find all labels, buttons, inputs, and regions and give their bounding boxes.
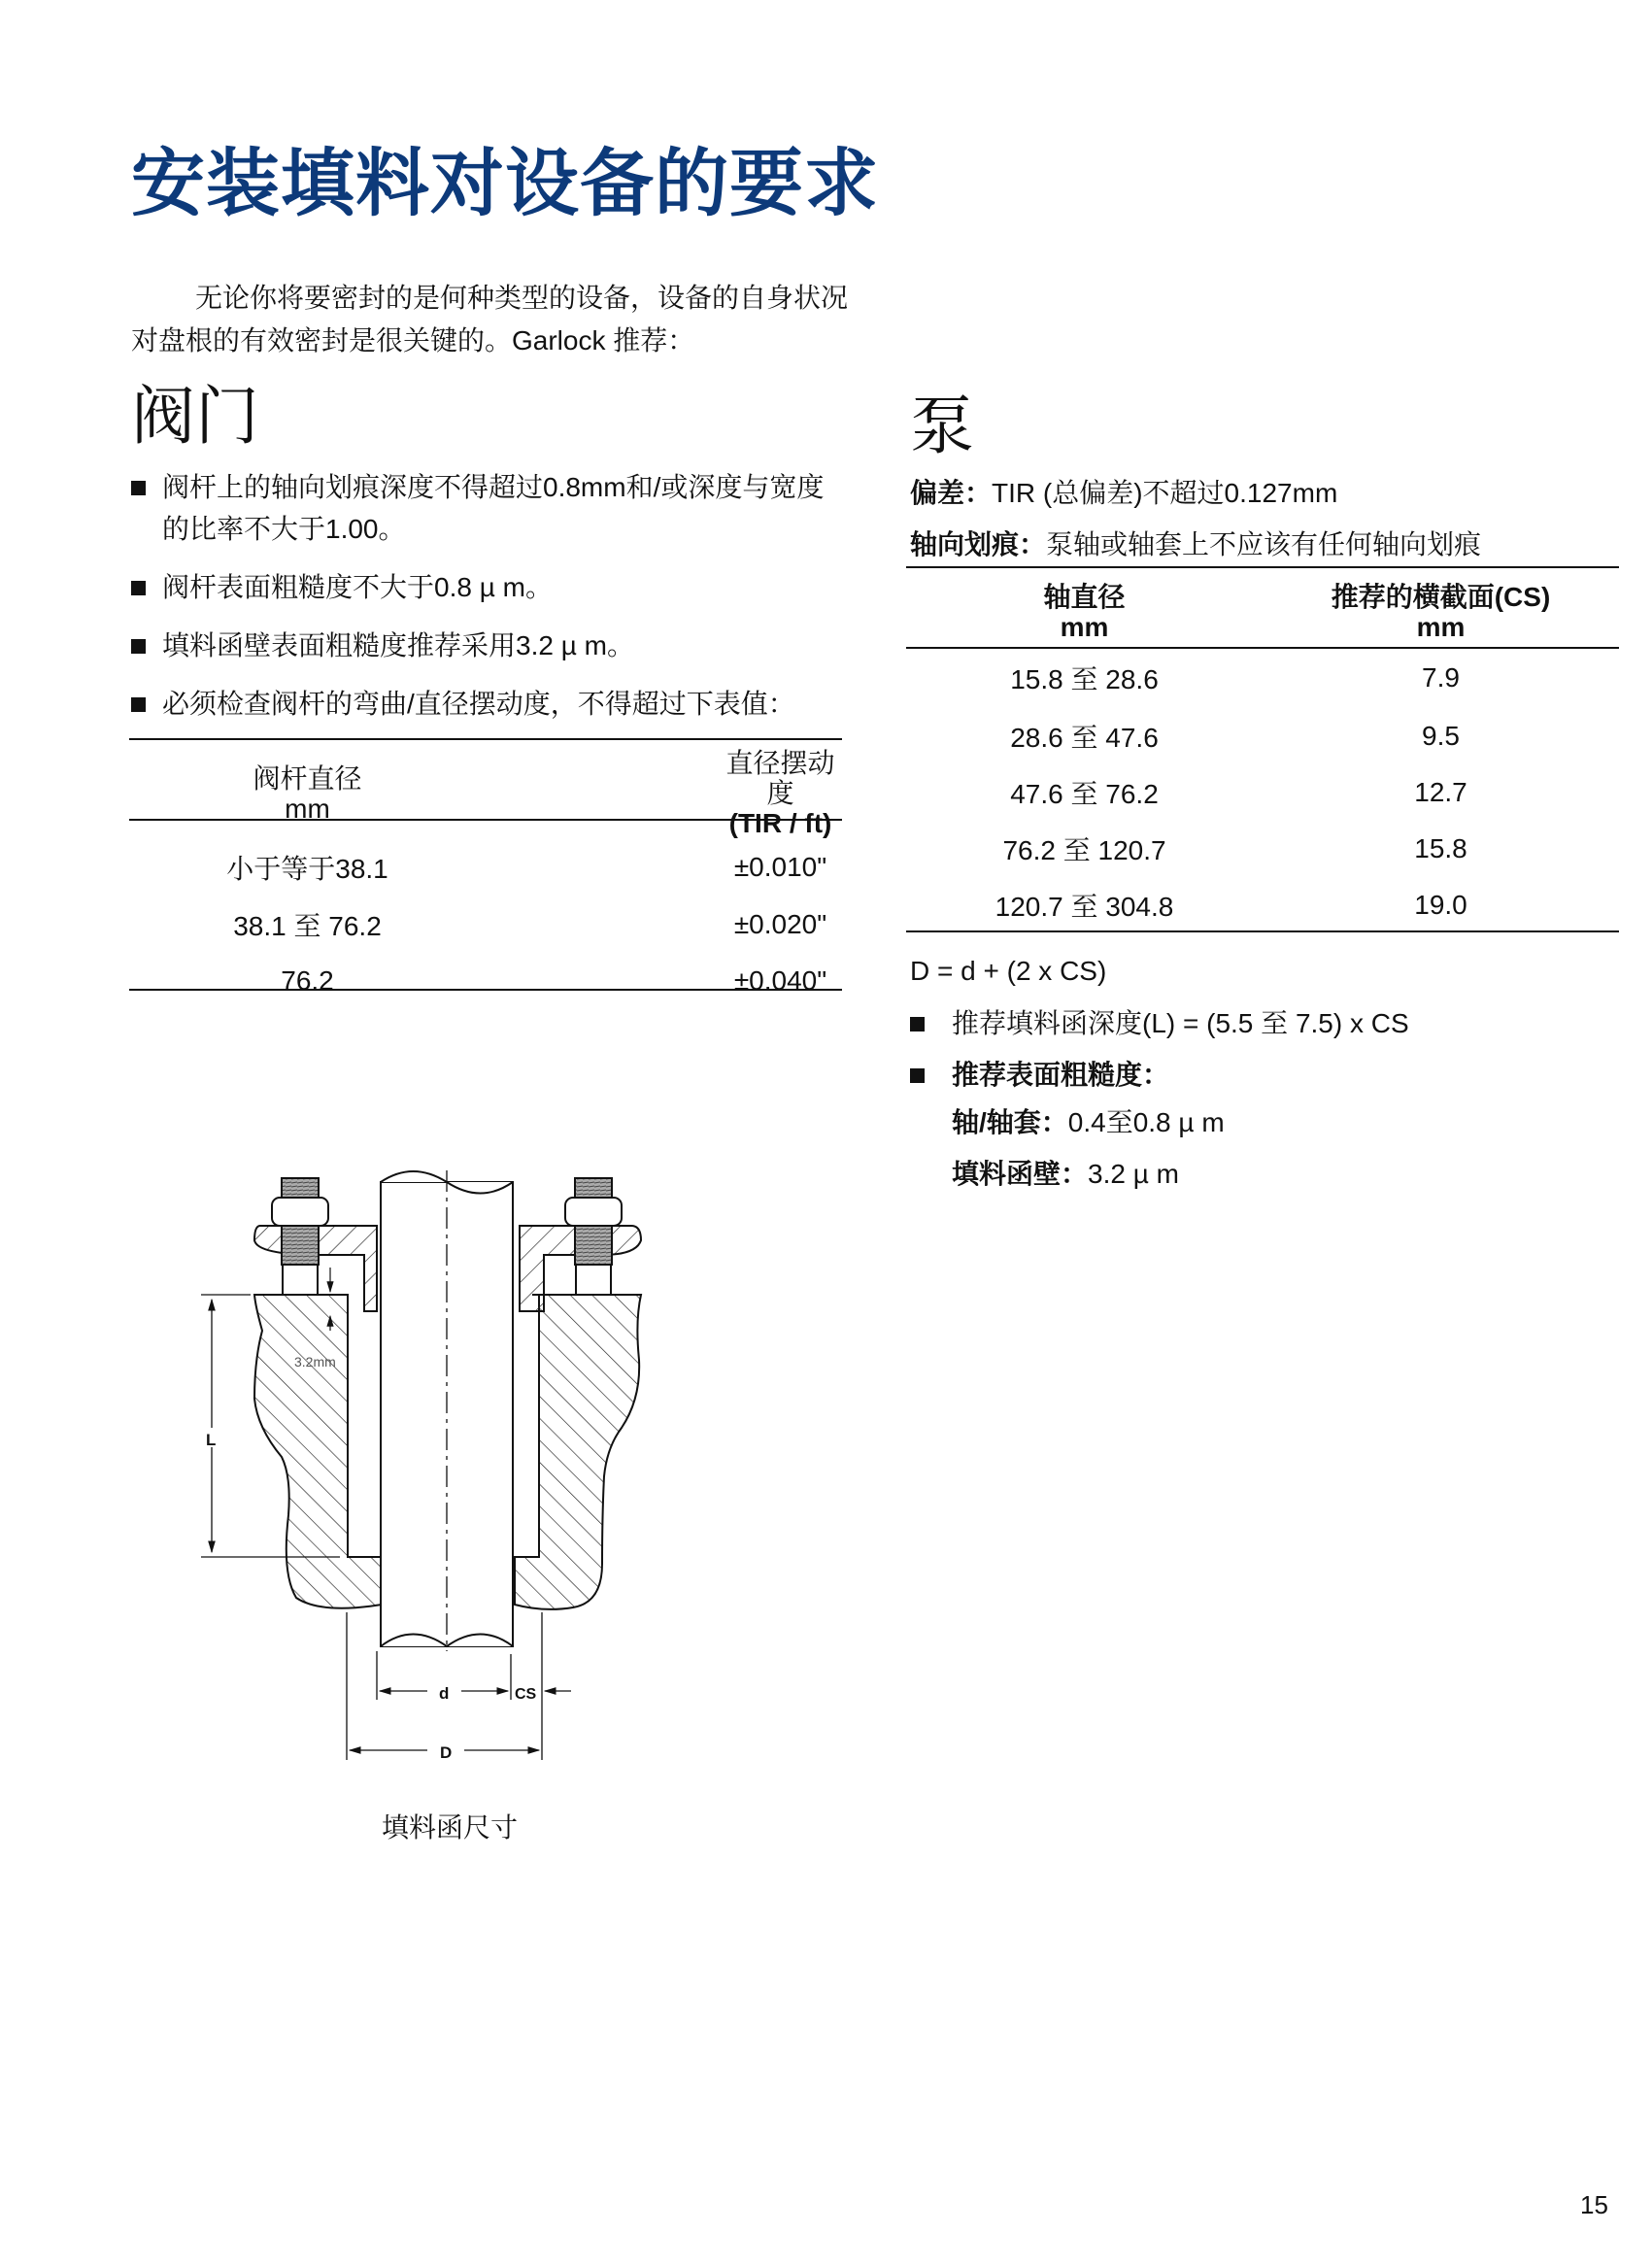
- cross-section-label: CS: [515, 1686, 537, 1703]
- roughness-shaft: 轴/轴套：0.4至0.8 µ m: [952, 1107, 1225, 1137]
- table-row: 小于等于38.1 ±0.010": [226, 852, 827, 884]
- table-header: 直径摆动度 (TIR / ft): [725, 748, 835, 838]
- formula: D = d + (2 x CS): [910, 956, 1107, 986]
- finish-label: 3.2mm: [294, 1354, 336, 1370]
- table-row: 120.7 至 304.8 19.0: [995, 890, 1467, 922]
- intro-text: 无论你将要密封的是何种类型的设备，设备的自身状况对盘根的有效密封是很关键的。Garlock 推荐：: [131, 283, 849, 355]
- page-title: 安装填料对设备的要求: [131, 143, 879, 225]
- pump-deviation: 偏差：TIR (总偏差)不超过0.127mm: [910, 478, 1338, 508]
- valve-bullet: 填料函壁表面粗糙度推荐采用3.2 µ m。: [131, 625, 850, 666]
- valve-bullet: 必须检查阀杆的弯曲/直径摆动度，不得超过下表值：: [131, 683, 850, 725]
- table-header: 阀杆直径 mm: [253, 762, 362, 824]
- pump-axial-scratch: 轴向划痕：泵轴或轴套上不应该有任何轴向划痕: [910, 529, 1482, 559]
- valve-bullet: 阀杆表面粗糙度不大于0.8 µ m。: [131, 566, 850, 608]
- roughness-stuffing-box: 填料函壁：3.2 µ m: [952, 1159, 1179, 1189]
- diagram-caption: 填料函尺寸: [382, 1812, 519, 1843]
- table-row: 38.1 至 76.2 ±0.020": [233, 909, 827, 941]
- table-row: 76.2 ±0.040": [281, 965, 827, 996]
- table-row: 76.2 至 120.7 15.8: [1002, 833, 1467, 865]
- table-row: 47.6 至 76.2 12.7: [1010, 777, 1467, 809]
- page-number: 15: [1580, 2190, 1608, 2219]
- table-row: 28.6 至 47.6 9.5: [1010, 721, 1460, 753]
- pump-bullet: 推荐表面粗糙度：: [910, 1054, 1609, 1096]
- shaft-diameter-label: d: [439, 1684, 450, 1703]
- valve-heading: 阀门: [131, 380, 259, 452]
- valve-bullet: 阀杆上的轴向划痕深度不得超过0.8mm和/或深度与宽度的比率不大于1.00。: [131, 466, 850, 550]
- table-header: 推荐的横截面(CS) mm: [1331, 581, 1551, 642]
- table-row: 15.8 至 28.6 7.9: [1010, 662, 1460, 694]
- pump-heading: 泵: [910, 389, 974, 461]
- bore-diameter-label: D: [440, 1743, 453, 1762]
- depth-label: L: [206, 1431, 217, 1449]
- pump-bullet: 推荐填料函深度(L) = (5.5 至 7.5) x CS: [910, 1002, 1609, 1044]
- diagram-lines: [201, 1170, 641, 1760]
- table-header: 轴直径 mm: [1043, 581, 1126, 642]
